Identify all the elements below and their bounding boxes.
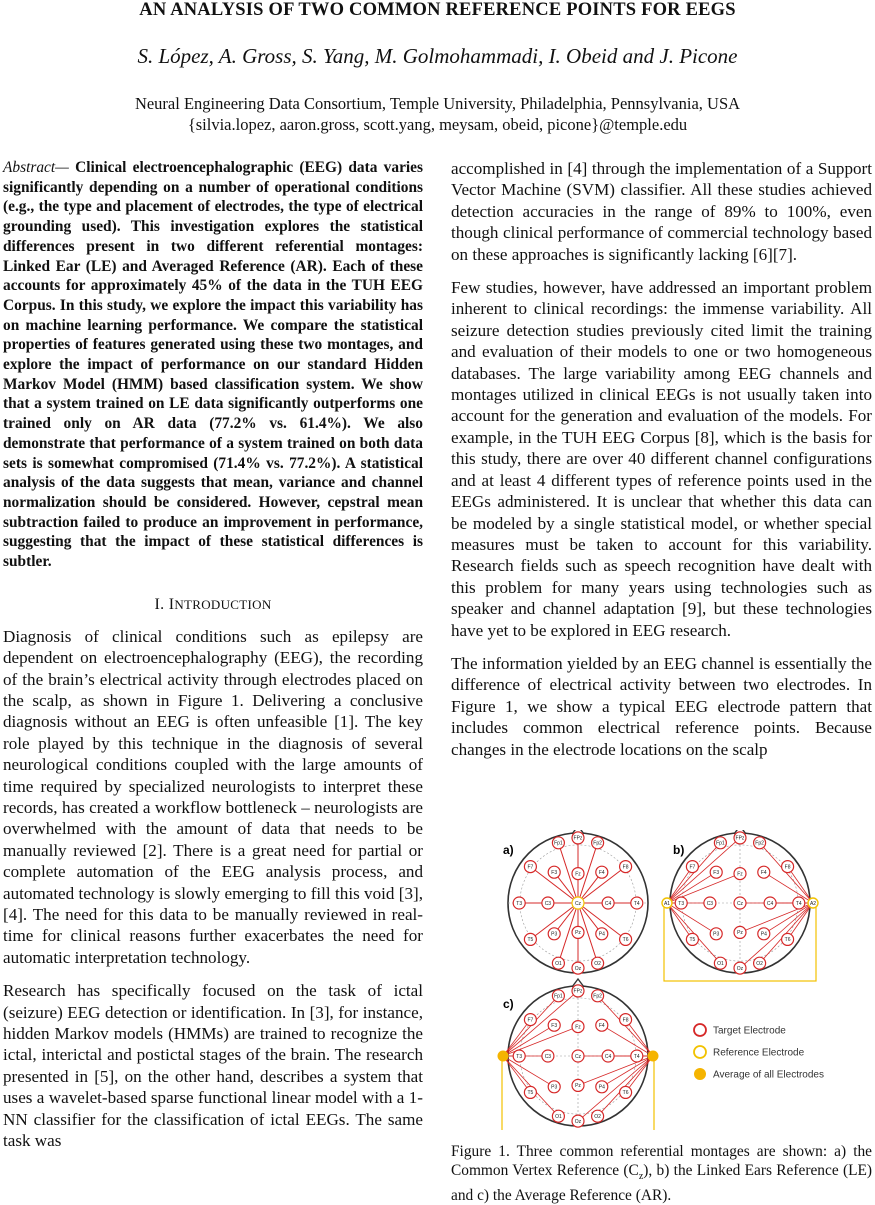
electrode-label: O1 (717, 961, 724, 967)
electrode-label: P4 (598, 1084, 605, 1091)
affiliation-block (0, 93, 875, 135)
electrode-label: O2 (594, 961, 601, 967)
electrode-label: F7 (527, 1017, 534, 1024)
electrode-label: T5 (527, 937, 534, 944)
electrode-label: Pz (737, 930, 743, 937)
panel-label: c) (503, 997, 514, 1011)
electrode-label: P4 (598, 931, 605, 938)
electrode-label: T5 (689, 937, 696, 944)
paragraph: Few studies, however, have addressed an important problem inherent to clinical recordings: the immense variability. All seizure detection studies previously cited limit the training and evaluation of their models to one or two homogeneous databases. The large variability among EEG channels and montages utilized in clinical EEGs is not usually taken into account for the generation and evaluation of the models. For example, in the TUH EEG Corpus [8], which is the basis for this study, there are over 40 different channel configurations and at least 4 different types of reference points used in the EEGs administered. It is unclear that whether this data can be modeled by a single statistical model, or whether special measures must be taken to account for this variability. Research fields such as speech recognition have dealt with this problem for many years using technologies such as speaker and channel adaptation [9], but these technologies have yet to be explored in EEG research. (451, 278, 872, 640)
paragraph: Diagnosis of clinical conditions such as epilepsy are dependent on electroencephalography (EEG), the recording of the brain’s electrical activity through electrodes placed on the scalp, as shown in Figure 1. Delivering a conclusive diagnosis without an EEG is often unfeasible [1]. The key role played by this technique in the diagnosis of several neurological conditions coupled with the large amounts of time required by specialized neurologists to interpret these records, has created a workflow bottleneck – neurologists are overwhelmed with the amount of data that needs to be manually reviewed [2]. There is a great need for partial or complete automation of the EEG analysis process, and automated technology is slowly emerging to fill this void [3],[4]. The need for this data to be manually reviewed in real-time for clinical reasons further exacerbates the need for automatic interpretation technology. (3, 626, 423, 967)
author-list: S. López, A. Gross, S. Yang, M. Golmohammadi, I. Obeid and J. Picone (137, 44, 738, 68)
electrode-label: Fp1 (716, 840, 725, 847)
montage-diagram (495, 830, 870, 1130)
electrode-label: Cz (574, 900, 582, 907)
figure-1 (495, 830, 870, 1130)
electrode-label: T6 (622, 1090, 629, 1097)
panel-label: a) (503, 843, 514, 857)
section-heading-introduction (3, 596, 423, 614)
electrode-label: C4 (604, 1053, 612, 1060)
electrode-label: Fz (575, 871, 581, 878)
electrode-label: T3 (516, 900, 523, 907)
legend-label: Target Electrode (713, 1025, 786, 1037)
ear-label: A1 (663, 900, 671, 907)
electrode-label: Cz (574, 1053, 582, 1060)
electrode-label: Fp2 (755, 840, 764, 847)
electrode-label: F4 (760, 870, 767, 876)
electrode-label: FPz (573, 835, 583, 842)
electrode-label: O2 (756, 961, 763, 967)
electrode-label: O1 (555, 1114, 562, 1120)
electrode-label: P3 (713, 931, 720, 938)
electrode-label: F8 (622, 864, 629, 871)
electrode-label: F4 (598, 1023, 605, 1029)
paper-title: AN ANALYSIS OF TWO COMMON REFERENCE POINTS FOR EEGS (139, 0, 736, 20)
electrode-label: F3 (551, 1023, 558, 1029)
electrode-label: T4 (795, 900, 802, 907)
electrode-label: Fz (737, 871, 743, 878)
abstract-label: Abstract— (3, 159, 69, 176)
legend-reference-marker (694, 1046, 706, 1058)
legend-target-marker (694, 1024, 706, 1036)
electrode-label: T4 (633, 900, 640, 907)
electrode-label: Oz (574, 1118, 582, 1125)
electrode-label: T3 (678, 900, 685, 907)
electrode-label: T4 (633, 1053, 640, 1060)
average-reference-dot (498, 1051, 508, 1061)
electrode-label: Cz (736, 900, 744, 907)
electrode-label: C4 (604, 900, 612, 907)
electrode-label: F8 (622, 1017, 629, 1024)
legend-label: Average of all Electrodes (713, 1069, 824, 1081)
electrode-label: F4 (598, 870, 605, 876)
electrode-label: O2 (594, 1114, 601, 1120)
caption-subscript: z (638, 1171, 644, 1183)
paragraph: accomplished in [4] through the implementation of a Support Vector Machine (SVM) classifier. All these studies achieved detection accuracies in the range of 89% to 100%, even though clinical performance of commercial technology based on these approaches is significantly lacking [6][7]. (451, 159, 872, 264)
electrode-label: Oz (574, 965, 582, 972)
electrode-label: Fp1 (554, 993, 563, 1000)
electrode-label: Fz (575, 1024, 581, 1031)
panel-label: b) (673, 843, 685, 857)
right-column (451, 158, 872, 772)
ear-label: A2 (809, 900, 817, 907)
electrode-label: F7 (527, 864, 534, 871)
electrode-label: C3 (544, 900, 552, 907)
section-title: NTRODUCTION (174, 596, 272, 612)
caption-text-end: ), b) the Linked Ears Reference (LE) and c) the Average Reference (AR). (451, 1162, 873, 1205)
electrode-label: C3 (544, 1053, 552, 1060)
electrode-label: C3 (706, 900, 714, 907)
electrode-label: T6 (622, 937, 629, 944)
abstract (3, 158, 423, 572)
electrode-label: P3 (551, 931, 558, 938)
left-column (3, 158, 423, 1164)
electrode-label: Oz (736, 965, 744, 972)
legend-label: Reference Electrode (713, 1047, 805, 1059)
electrode-label: Pz (575, 1083, 581, 1090)
electrode-label: F8 (784, 864, 791, 871)
section-number: I. I (154, 595, 175, 613)
legend-average-marker (694, 1068, 706, 1080)
affiliation: Neural Engineering Data Consortium, Temple University, Philadelphia, Pennsylvania, USA (134, 94, 741, 113)
electrode-label: C4 (766, 900, 774, 907)
electrode-label: FPz (573, 988, 583, 995)
caption-text-start: Figure 1. Three common referential montages are shown: a) the Common Vertex Reference (C (451, 1143, 872, 1179)
electrode-label: T6 (784, 937, 791, 944)
electrode-label: Pz (575, 930, 581, 937)
electrode-label: T3 (516, 1053, 523, 1060)
electrode-label: P3 (551, 1084, 558, 1091)
electrode-label: T5 (527, 1090, 534, 1097)
electrode-label: P4 (760, 931, 767, 938)
electrode-label: FPz (735, 835, 745, 842)
paragraph: Research has specifically focused on the task of ictal (seizure) EEG detection or identification. In [3], for instance, hidden Markov models (HMMs) are trained to recognize the ictal, interictal and postictal stages of the brain. The research presented in [5], on the other hand, describes a system that uses a wavelet-based sparse functional linear model with a 1-NN classifier for the classification of ictal EEGs. The same task was (3, 981, 423, 1151)
author-emails[interactable]: {silvia.lopez, aaron.gross, scott.yang, meysam, obeid, picone}@temple.edu (187, 115, 688, 134)
electrode-label: Fp1 (554, 840, 563, 847)
figure-caption (451, 1142, 872, 1205)
electrode-label: F7 (689, 864, 696, 871)
abstract-text: Clinical electroencephalographic (EEG) data varies significantly depending on a number of operational conditions (e.g., the type and placement of electrodes, the type of electrical grounding used). This investigation explores the statistical differences present in two different referential montages: Linked Ear (LE) and Averaged Reference (AR). Each of these accounts for approximately 45% of the data in the TUH EEG Corpus. In this study, we explore the impact this variability has on machine learning performance. We compare the statistical properties of features generated using these two montages, and explore the impact of performance on our standard Hidden Markov Model (HMM) based classification system. We show that a system trained on LE data significantly outperforms one trained only on AR data (77.2% vs. 61.4%). We also demonstrate that performance of a system trained on both data sets is somewhat compromised (71.4% vs. 77.2%). A statistical analysis of the data suggests that mean, variance and channel normalization should be considered. However, cepstral mean subtraction failed to produce an improvement in performance, suggesting that the impact of these statistical differences is subtler. (3, 159, 423, 571)
electrode-label: O1 (555, 961, 562, 967)
electrode-label: F3 (713, 870, 720, 876)
paragraph: The information yielded by an EEG channel is essentially the difference of electrical activity between two electrodes. In Figure 1, we show a typical EEG electrode pattern that includes common electrical reference points. Because changes in the electrode locations on the scalp (451, 653, 872, 759)
electrode-label: Fp2 (593, 993, 602, 1000)
electrode-label: F3 (551, 870, 558, 876)
electrode-label: Fp2 (593, 840, 602, 847)
average-reference-dot (648, 1051, 658, 1061)
